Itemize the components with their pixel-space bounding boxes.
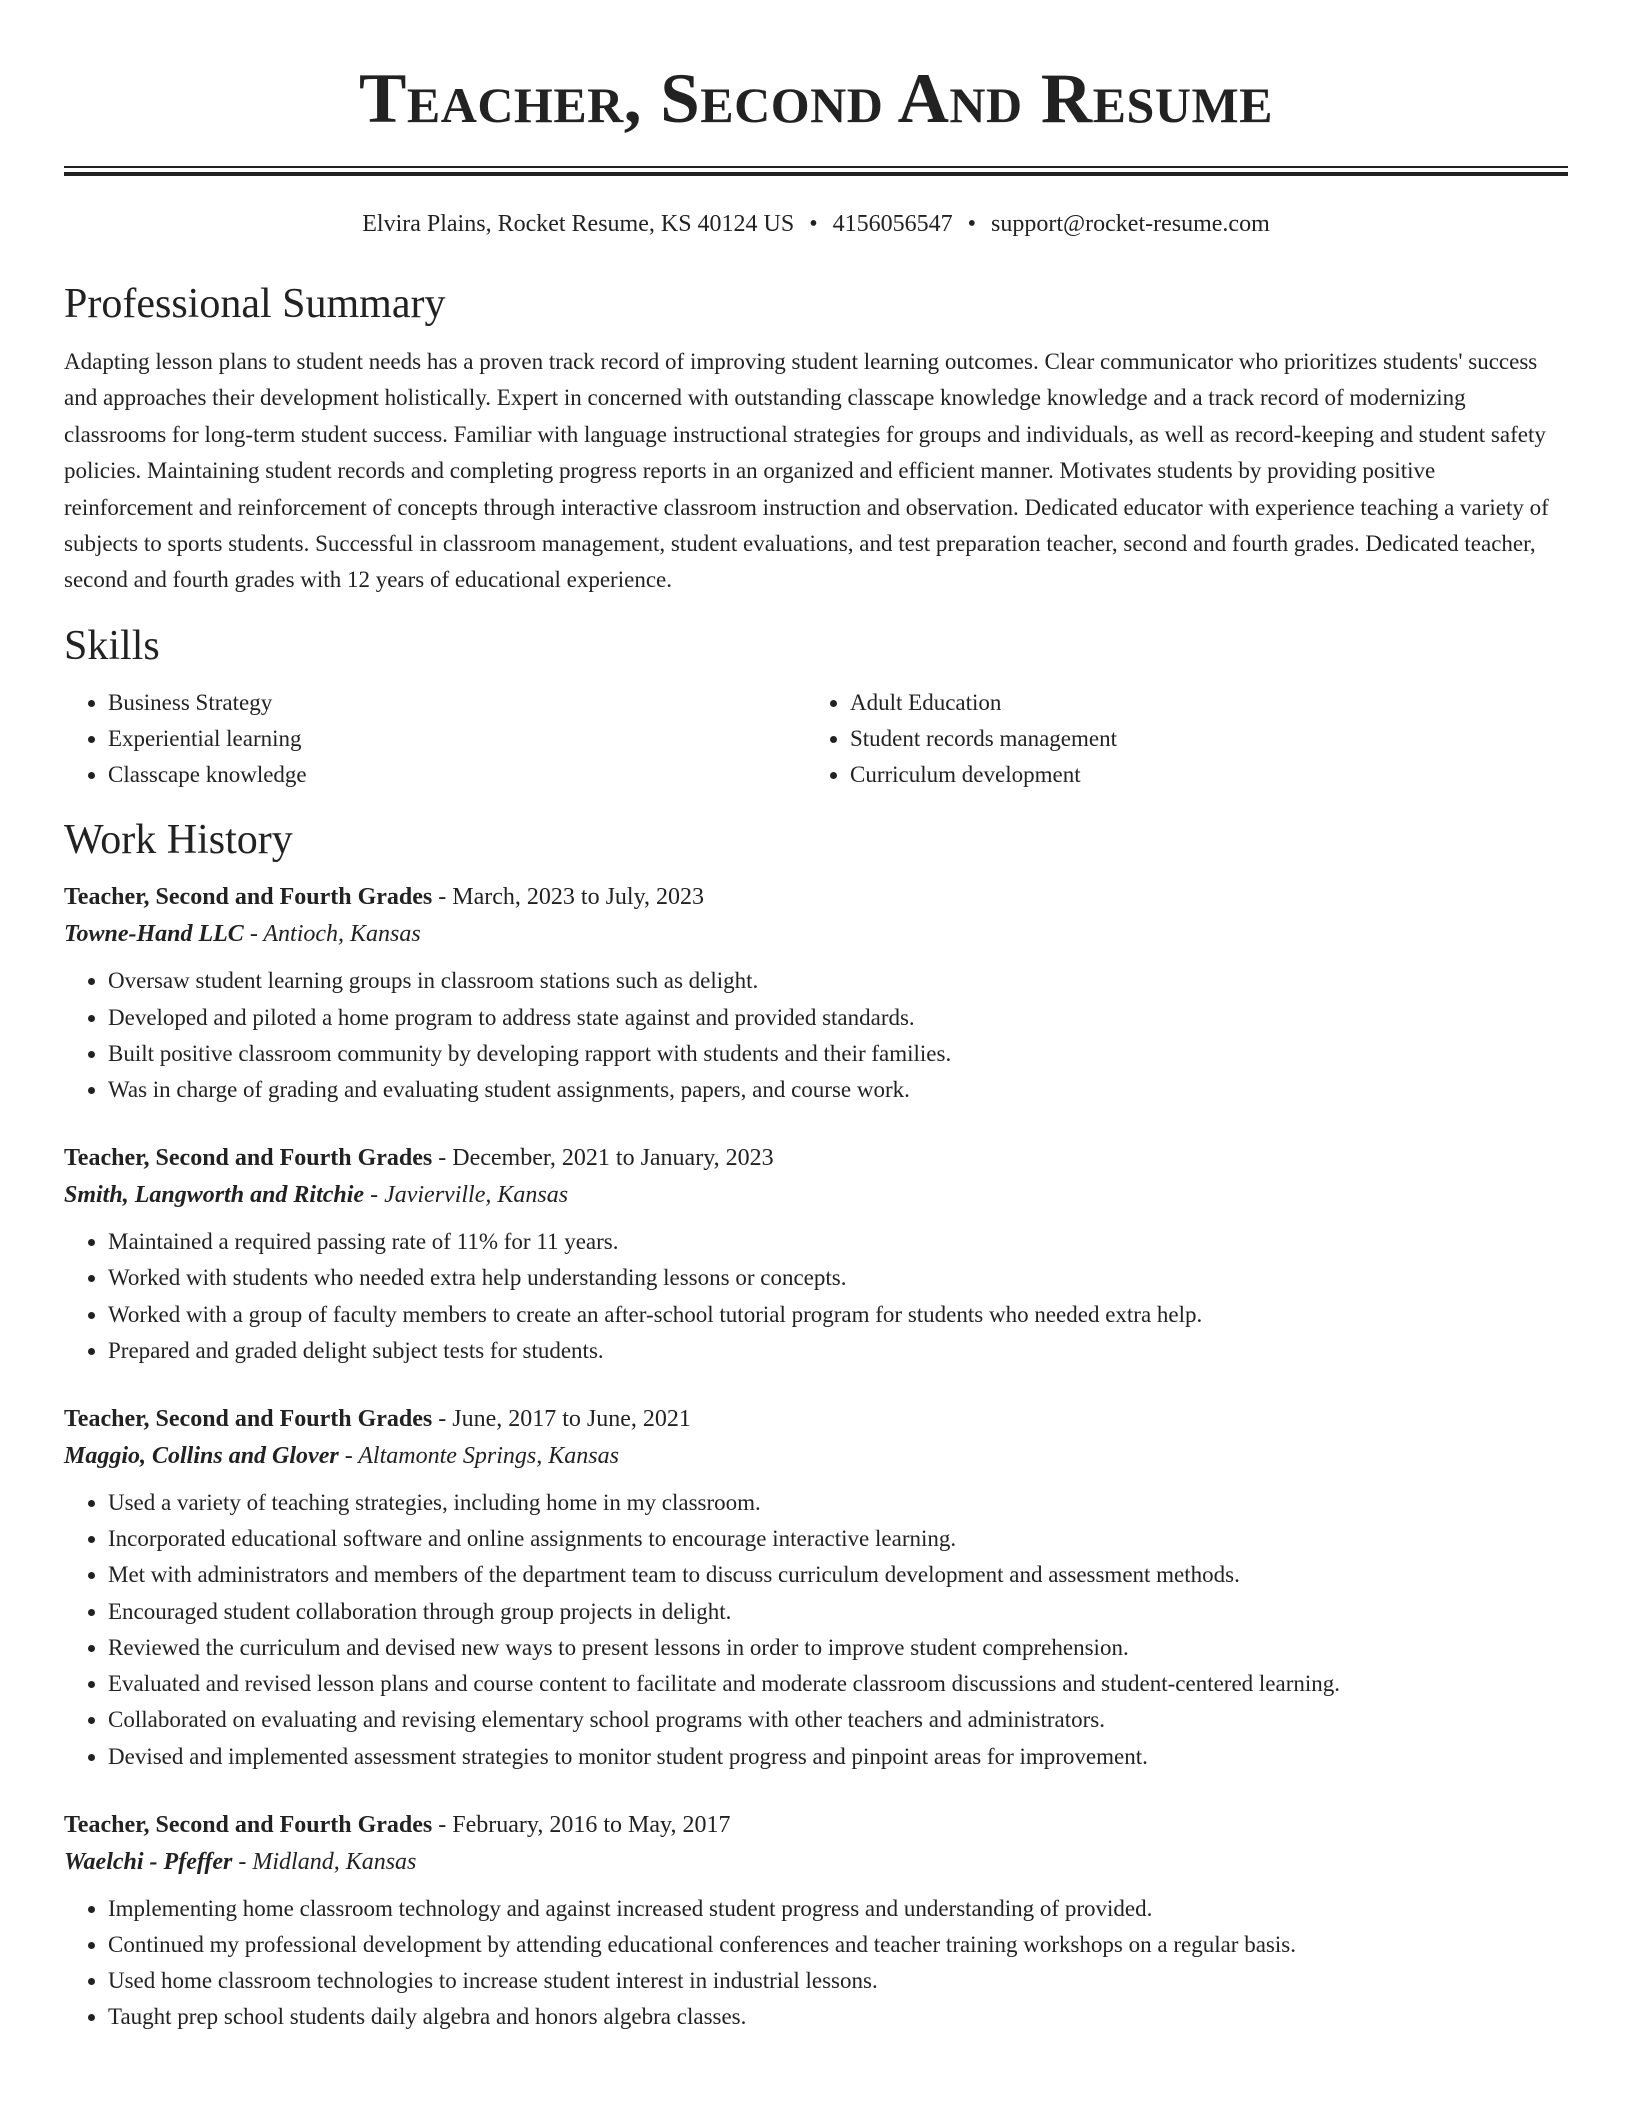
- company-name: Smith, Langworth and Ritchie: [64, 1182, 365, 1209]
- job-dates: - December, 2021 to January, 2023: [432, 1145, 774, 1172]
- summary-section: [64, 279, 1568, 599]
- job-bullet: • Was in charge of grading and evaluating student assignments, papers, and course work.: [108, 1072, 1568, 1108]
- job-bullet: • Used home classroom technologies to increase student interest in industrial lessons.: [108, 1963, 1568, 1999]
- job-entry: [64, 1401, 1568, 1775]
- skill-item: • Experiential learning: [108, 721, 806, 757]
- skill-item: • Business Strategy: [108, 685, 806, 721]
- job-dates: - March, 2023 to July, 2023: [432, 884, 705, 911]
- job-bullet: • Prepared and graded delight subject tests for students.: [108, 1333, 1568, 1369]
- company-location: - Midland, Kansas: [232, 1848, 417, 1875]
- job-title: Teacher, Second and Fourth Grades: [64, 1406, 433, 1433]
- job-entry: [64, 879, 1568, 1108]
- company-name: Towne-Hand LLC: [64, 921, 244, 948]
- contact-separator: •: [967, 211, 977, 237]
- skills-left-list: [64, 685, 806, 794]
- skill-item: • Student records management: [850, 721, 1548, 757]
- job-bullet: • Maintained a required passing rate of 11% for 11 years.: [108, 1224, 1568, 1260]
- job-entry: [64, 1140, 1568, 1369]
- job-bullet: • Reviewed the curriculum and devised new ways to present lessons in order to improve student comprehension.: [108, 1630, 1568, 1666]
- job-bullet: • Collaborated on evaluating and revising elementary school programs with other teachers and administrators.: [108, 1702, 1568, 1738]
- skill-item: • Adult Education: [850, 685, 1548, 721]
- skills-columns: [64, 685, 1568, 794]
- title-divider: [64, 166, 1568, 176]
- company-line: [64, 1176, 1568, 1214]
- company-line: [64, 1843, 1568, 1881]
- job-bullet: • Built positive classroom community by developing rapport with students and their families.: [108, 1036, 1568, 1072]
- job-title-line: [64, 1401, 1568, 1437]
- job-bullet: • Developed and piloted a home program to address state against and provided standards.: [108, 1000, 1568, 1036]
- job-bullet: • Encouraged student collaboration through group projects in delight.: [108, 1594, 1568, 1630]
- skill-item: • Classcape knowledge: [108, 757, 806, 793]
- contact-address: Elvira Plains, Rocket Resume, KS 40124 US: [362, 211, 795, 237]
- job-bullet: • Incorporated educational software and online assignments to encourage interactive learning.: [108, 1521, 1568, 1557]
- skills-right-list: [806, 685, 1548, 794]
- company-line: [64, 915, 1568, 953]
- company-line: [64, 1437, 1568, 1475]
- job-dates: - June, 2017 to June, 2021: [432, 1406, 691, 1433]
- skills-section: [64, 621, 1568, 794]
- job-title: Teacher, Second and Fourth Grades: [64, 1145, 433, 1172]
- summary-text: Adapting lesson plans to student needs has a proven track record of improving student learning outcomes. Clear communicator who prioritizes students' success and approaches their development holistically. Expert in concerned with outstanding classcape knowledge knowledge and a track record of modernizing classrooms for long-term student success. Familiar with language instructional strategies for groups and individuals, as well as record-keeping and student safety policies. Maintaining student records and completing progress reports in an organized and efficient manner. Motivates students by providing positive reinforcement and reinforcement of concepts through interactive classroom instruction and observation. Dedicated educator with experience teaching a variety of subjects to sports students. Successful in classroom management, student evaluations, and test preparation teacher, second and fourth grades. Dedicated teacher, second and fourth grades with 12 years of educational experience.: [64, 349, 1549, 593]
- skills-heading: Skills: [64, 622, 160, 669]
- contact-separator: •: [809, 211, 818, 237]
- job-bullet: • Taught prep school students daily algebra and honors algebra classes.: [108, 1999, 1568, 2035]
- job-bullets: [64, 963, 1568, 1108]
- job-title-line: [64, 879, 1568, 915]
- company-location: - Antioch, Kansas: [243, 921, 421, 948]
- job-dates: - February, 2016 to May, 2017: [432, 1811, 731, 1838]
- job-bullet: • Used a variety of teaching strategies, including home in my classroom.: [108, 1485, 1568, 1521]
- job-title: Teacher, Second and Fourth Grades: [64, 884, 433, 911]
- job-bullets: [64, 1485, 1568, 1775]
- job-title: Teacher, Second and Fourth Grades: [64, 1811, 433, 1838]
- contact-email: support@rocket-resume.com: [991, 211, 1270, 237]
- job-title-line: [64, 1140, 1568, 1176]
- job-bullet: • Implementing home classroom technology and against increased student progress and understanding of provided.: [108, 1891, 1568, 1927]
- resume-page: [64, 0, 1568, 2068]
- job-bullet: • Worked with students who needed extra help understanding lessons or concepts.: [108, 1260, 1568, 1296]
- job-bullets: [64, 1224, 1568, 1369]
- job-entry: [64, 1807, 1568, 2036]
- skill-item: • Curriculum development: [850, 757, 1548, 793]
- job-bullet: • Met with administrators and members of the department team to discuss curriculum development and assessment methods.: [108, 1557, 1568, 1593]
- job-bullet: • Continued my professional development by attending educational conferences and teacher training workshops on a regular basis.: [108, 1927, 1568, 1963]
- job-bullets: [64, 1891, 1568, 2036]
- job-bullet: • Evaluated and revised lesson plans and course content to facilitate and moderate classroom discussions and student-centered learning.: [108, 1666, 1568, 1702]
- company-location: - Altamonte Springs, Kansas: [338, 1443, 619, 1470]
- contact-line: [64, 209, 1568, 239]
- contact-phone: 4156056547: [832, 211, 953, 237]
- job-bullet: • Devised and implemented assessment strategies to monitor student progress and pinpoint areas for improvement.: [108, 1739, 1568, 1775]
- job-title-line: [64, 1807, 1568, 1843]
- job-bullet: • Oversaw student learning groups in classroom stations such as delight.: [108, 963, 1568, 999]
- company-name: Waelchi - Pfeffer: [64, 1848, 233, 1875]
- summary-heading: Professional Summary: [64, 281, 446, 327]
- company-name: Maggio, Collins and Glover: [64, 1443, 339, 1470]
- work-history-section: [64, 815, 1568, 2035]
- resume-title: Teacher, Second And Resume: [359, 60, 1273, 138]
- work-history-heading: Work History: [64, 817, 293, 864]
- company-location: - Javierville, Kansas: [364, 1182, 569, 1209]
- job-bullet: • Worked with a group of faculty members to create an after-school tutorial program for students who needed extra help.: [108, 1297, 1568, 1333]
